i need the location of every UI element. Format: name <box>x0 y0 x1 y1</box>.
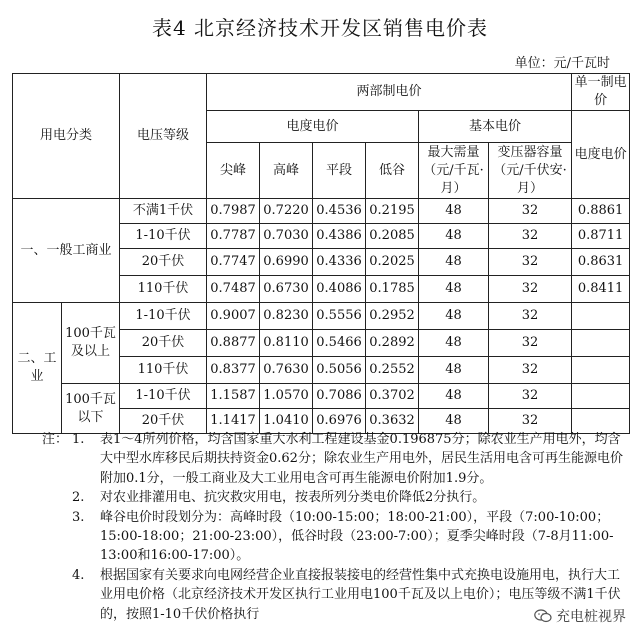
note-number: 2. <box>72 490 85 506</box>
header-voltage: 电压等级 <box>120 74 207 199</box>
header-basic-price: 基本电价 <box>419 111 572 143</box>
cell-valley: 0.3632 <box>366 409 419 434</box>
cell-high: 0.6730 <box>260 276 313 303</box>
cell-demand: 48 <box>419 357 489 384</box>
cell-peak: 1.1417 <box>207 409 260 434</box>
note-text: 峰谷电价时段划分为：高峰时段（10:00-15:00；18:00-21:00），平段（7:00-10:00；15:00-18:00；21:00-23:00），低谷时段（23:00-7:00）；夏季尖峰时段（7-8月11:00-13:00和16:00-17:00）。 <box>100 509 614 564</box>
note-item <box>42 430 627 488</box>
cell-valley: 0.2025 <box>366 249 419 276</box>
cell-single: 0.8711 <box>572 224 630 249</box>
note-text: 对农业排灌用电、抗灾救灾用电，按表所列分类电价降低2分执行。 <box>100 490 486 506</box>
watermark <box>534 606 626 626</box>
cell-capacity: 32 <box>489 276 572 303</box>
cell-high: 0.7220 <box>260 199 313 224</box>
cell-demand: 48 <box>419 303 489 330</box>
cell-high: 0.8110 <box>260 330 313 357</box>
cell-capacity: 32 <box>489 384 572 409</box>
cell-demand: 48 <box>419 224 489 249</box>
cell-peak: 1.1587 <box>207 384 260 409</box>
header-max-demand: 最大需量（元/千瓦·月） <box>419 143 489 199</box>
cell-single: 0.8631 <box>572 249 630 276</box>
cell-demand: 48 <box>419 330 489 357</box>
note-text: 根据国家有关要求向电网经营企业直接报装接电的经营性集中式充换电设施用电，执行大工业用电价格（北京经济技术开发区执行工业用电100千瓦及以上电价）；电压等级不满1千伏的，按照1-10千伏价格执行 <box>100 567 621 622</box>
cell-voltage: 20千伏 <box>120 330 207 357</box>
notes-section <box>42 430 627 624</box>
header-transformer-capacity: 变压器容量（元/千伏安·月） <box>489 143 572 199</box>
header-period-high: 高峰 <box>260 143 313 199</box>
cell-valley: 0.2552 <box>366 357 419 384</box>
cell-peak: 0.7487 <box>207 276 260 303</box>
cell-capacity: 32 <box>489 249 572 276</box>
price-table <box>12 73 630 434</box>
cell-demand: 48 <box>419 384 489 409</box>
cell-peak: 0.7747 <box>207 249 260 276</box>
cell-flat: 0.4536 <box>313 199 366 224</box>
table-row <box>13 303 630 330</box>
cell-high: 0.6990 <box>260 249 313 276</box>
cell-peak: 0.7787 <box>207 224 260 249</box>
cell-voltage: 不满1千伏 <box>120 199 207 224</box>
cell-single <box>572 357 630 384</box>
cell-voltage: 1-10千伏 <box>120 224 207 249</box>
cell-valley: 0.2892 <box>366 330 419 357</box>
cell-single: 0.8861 <box>572 199 630 224</box>
group-label-general: 一、一般工商业 <box>13 199 120 303</box>
cell-flat: 0.7086 <box>313 384 366 409</box>
wechat-icon <box>534 609 552 623</box>
header-period-valley: 低谷 <box>366 143 419 199</box>
cell-voltage: 20千伏 <box>120 249 207 276</box>
cell-high: 0.8230 <box>260 303 313 330</box>
unit-label: 单位：元/千瓦时 <box>514 56 610 71</box>
note-number: 4. <box>72 567 85 583</box>
page-title: 表4 北京经济技术开发区销售电价表 <box>151 16 489 40</box>
cell-single <box>572 330 630 357</box>
subgroup-above-100kw: 100千瓦及以上 <box>62 303 120 384</box>
note-number: 1. <box>72 432 85 447</box>
cell-voltage: 1-10千伏 <box>120 303 207 330</box>
cell-voltage: 20千伏 <box>120 409 207 434</box>
cell-capacity: 32 <box>489 357 572 384</box>
cell-flat: 0.4386 <box>313 224 366 249</box>
cell-valley: 0.3702 <box>366 384 419 409</box>
header-single-energy: 电度电价 <box>572 111 630 199</box>
note-number: 3. <box>72 509 85 525</box>
cell-capacity: 32 <box>489 330 572 357</box>
cell-valley: 0.2195 <box>366 199 419 224</box>
cell-flat: 0.4336 <box>313 249 366 276</box>
cell-flat: 0.5556 <box>313 303 366 330</box>
header-period-flat: 平段 <box>313 143 366 199</box>
cell-flat: 0.5466 <box>313 330 366 357</box>
cell-valley: 0.2952 <box>366 303 419 330</box>
cell-capacity: 32 <box>489 409 572 434</box>
cell-single: 0.8411 <box>572 276 630 303</box>
cell-capacity: 32 <box>489 224 572 249</box>
notes-prefix: 注： <box>42 432 69 447</box>
cell-demand: 48 <box>419 199 489 224</box>
note-text: 表1～4所列价格，均含国家重大水利工程建设基金0.196875分；除农业生产用电外，均含大中型水库移民后期扶持资金0.62分；除农业生产用电外，居民生活用电含可再生能源电价附加0.1分，一般工商业及大工业用电含可再生能源电价附加1.9分。 <box>100 432 623 486</box>
watermark-text: 充电桩视界 <box>556 609 626 625</box>
cell-high: 0.7030 <box>260 224 313 249</box>
cell-demand: 48 <box>419 276 489 303</box>
cell-capacity: 32 <box>489 303 572 330</box>
cell-flat: 0.6976 <box>313 409 366 434</box>
subgroup-below-100kw: 100千瓦以下 <box>62 384 120 434</box>
cell-peak: 0.8877 <box>207 330 260 357</box>
header-two-part: 两部制电价 <box>207 74 572 111</box>
cell-peak: 0.7987 <box>207 199 260 224</box>
cell-valley: 0.1785 <box>366 276 419 303</box>
cell-peak: 0.8377 <box>207 357 260 384</box>
table-row <box>13 199 630 224</box>
cell-high: 1.0410 <box>260 409 313 434</box>
cell-high: 0.7630 <box>260 357 313 384</box>
cell-valley: 0.2085 <box>366 224 419 249</box>
header-category: 用电分类 <box>13 74 120 199</box>
cell-single <box>572 384 630 409</box>
header-energy-price: 电度电价 <box>207 111 419 143</box>
cell-high: 1.0570 <box>260 384 313 409</box>
group-label-industrial: 二、工业 <box>13 303 62 434</box>
header-period-peak: 尖峰 <box>207 143 260 199</box>
table-row <box>13 384 630 409</box>
cell-flat: 0.5056 <box>313 357 366 384</box>
cell-capacity: 32 <box>489 199 572 224</box>
cell-voltage: 1-10千伏 <box>120 384 207 409</box>
cell-demand: 48 <box>419 249 489 276</box>
cell-voltage: 110千伏 <box>120 276 207 303</box>
note-item <box>72 488 627 507</box>
cell-demand: 48 <box>419 409 489 434</box>
cell-voltage: 110千伏 <box>120 357 207 384</box>
cell-peak: 0.9007 <box>207 303 260 330</box>
header-single-part: 单一制电价 <box>572 74 630 111</box>
cell-single <box>572 303 630 330</box>
note-item <box>72 508 627 566</box>
cell-flat: 0.4086 <box>313 276 366 303</box>
